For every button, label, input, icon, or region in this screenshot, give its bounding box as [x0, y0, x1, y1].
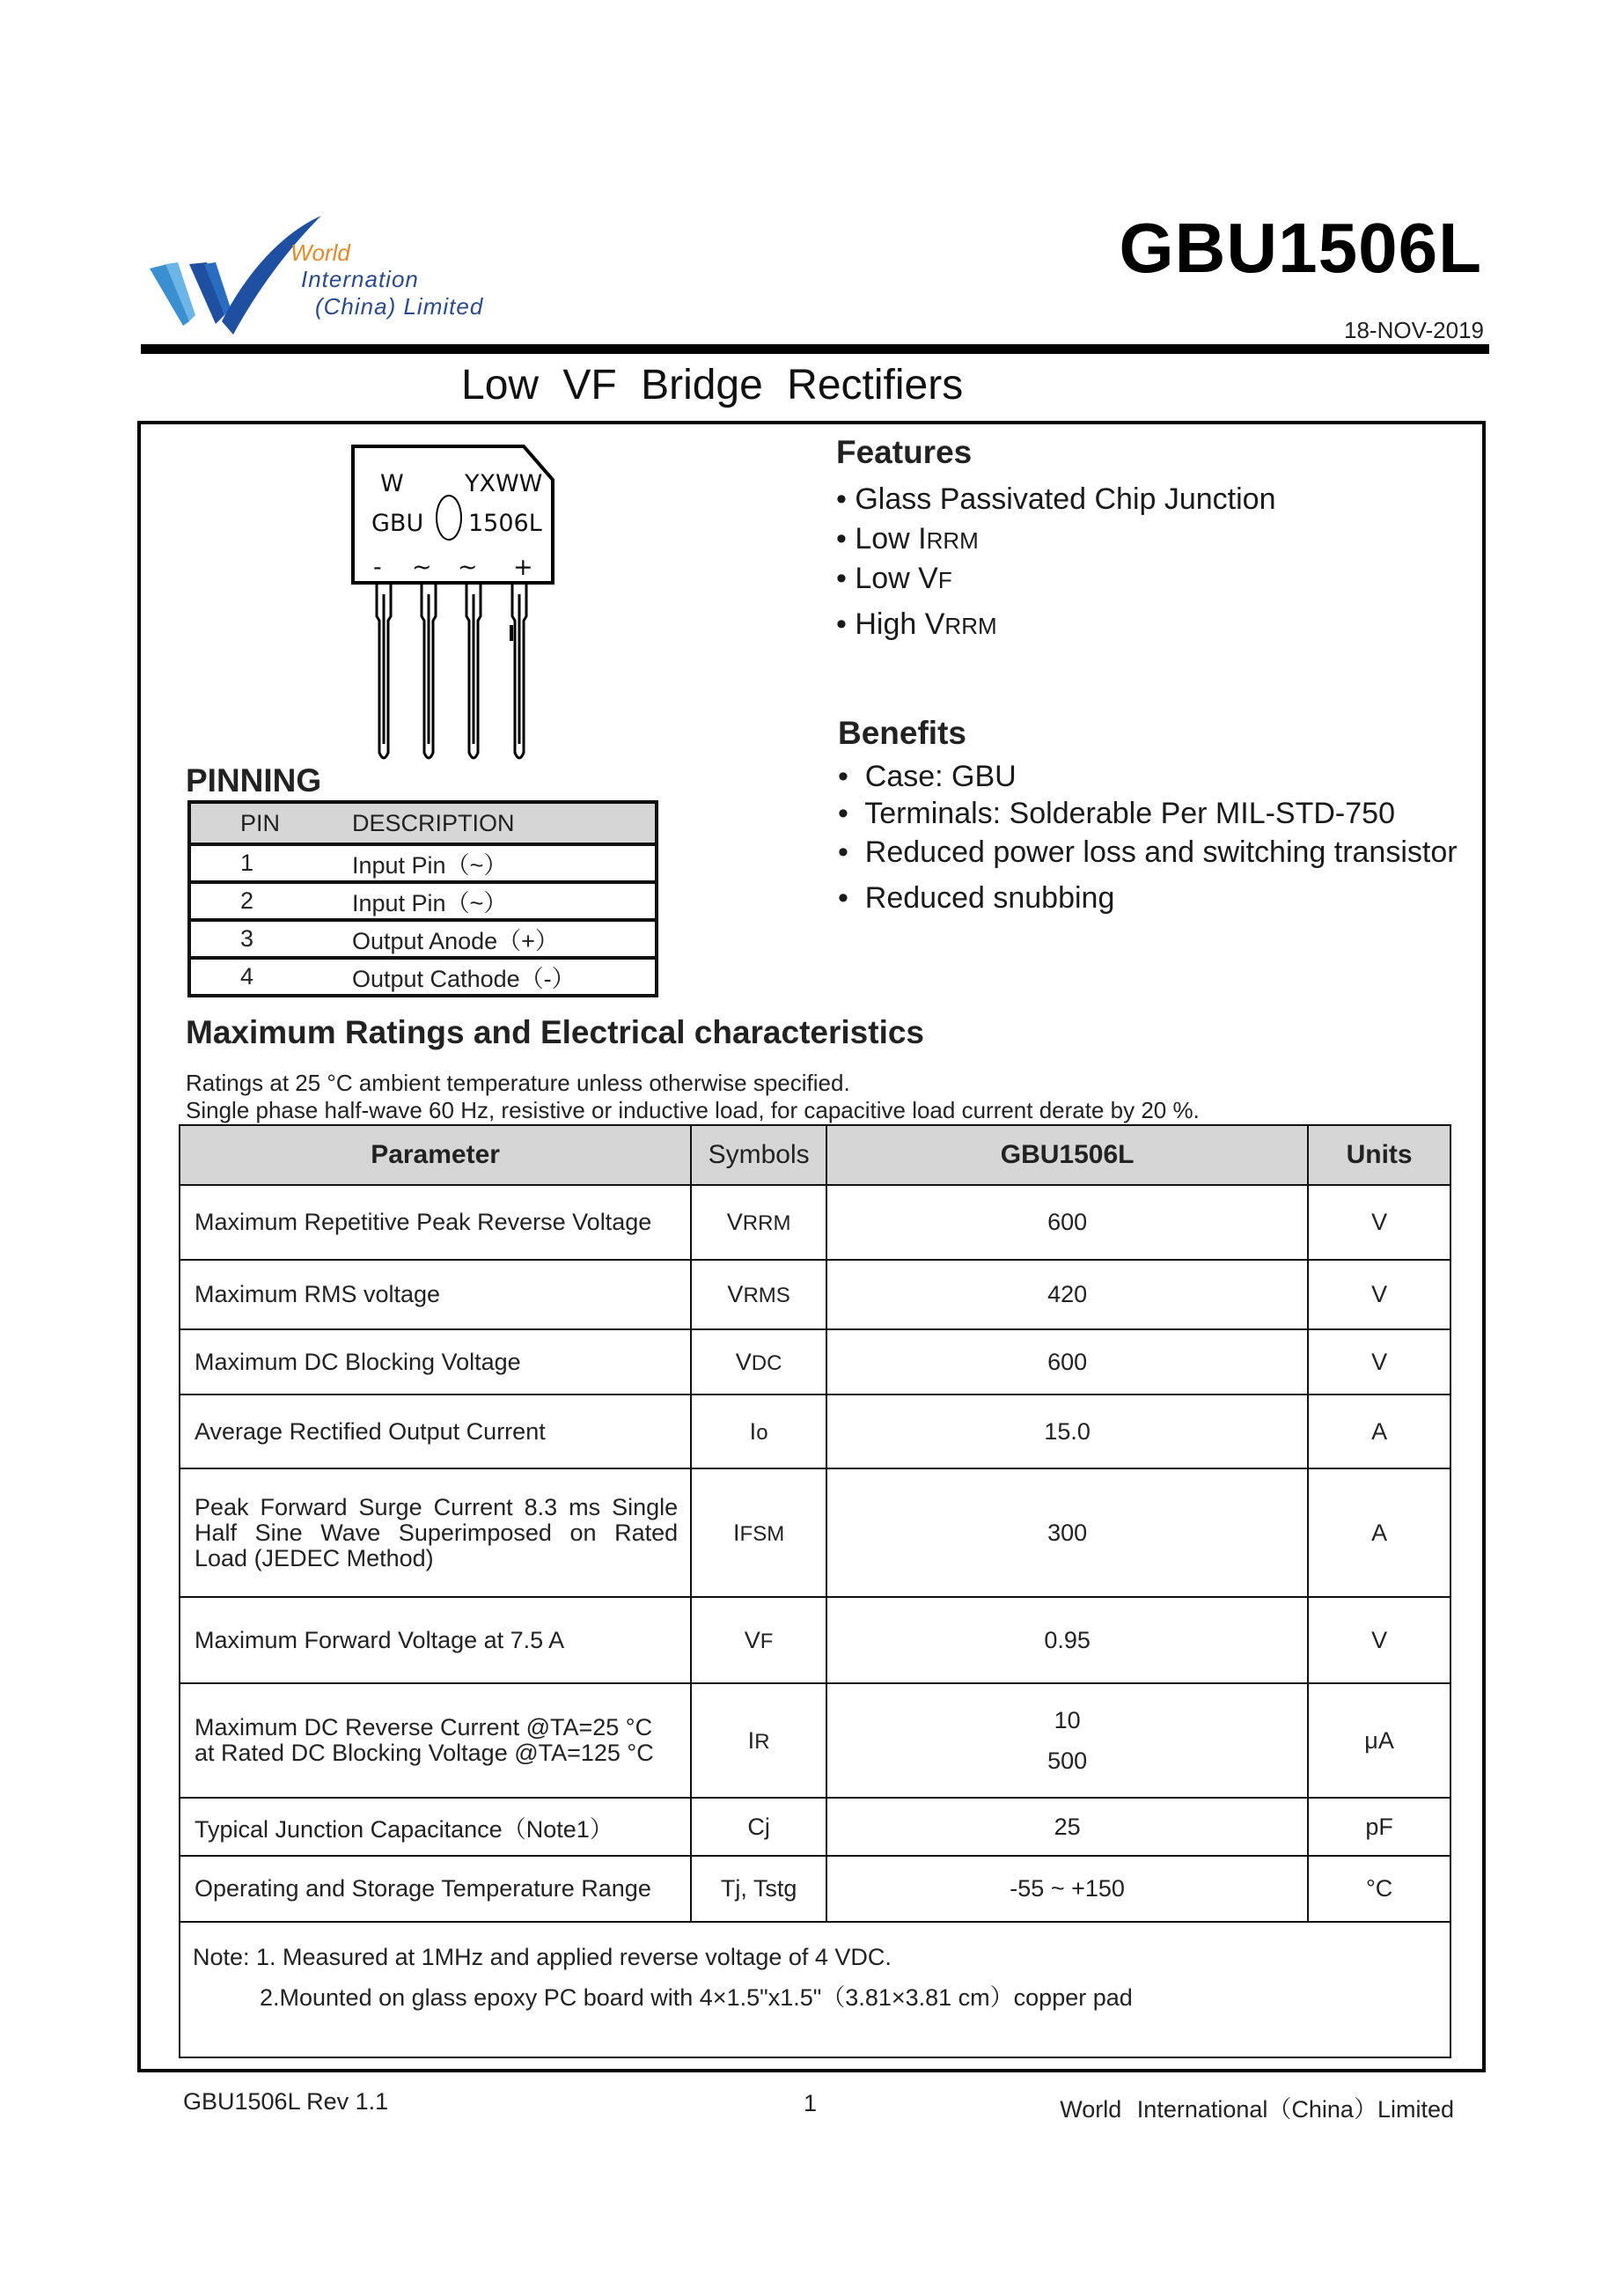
symbols-column-header: Symbols: [691, 1125, 826, 1185]
benefit-item: • Reduced snubbing: [838, 881, 1115, 915]
pin-mark-2: ~: [412, 554, 432, 581]
features-list: [836, 481, 1275, 645]
pinning-heading: PINNING: [186, 762, 322, 798]
note-1: Note: 1. Measured at 1MHz and applied reverse voltage of 4 VDC.: [193, 1944, 892, 1970]
ratings-row: Maximum DC Reverse Current @TA=25 °C at Rated DC Blocking Voltage @TA=125 °C IR 10 500 μA: [180, 1683, 1450, 1798]
feature-item: • Low VF: [836, 562, 952, 595]
package-mark-code: YXWW: [465, 470, 543, 497]
ratings-table: [179, 1124, 1451, 2058]
benefit-item: • Reduced power loss and switching transistor: [838, 835, 1458, 869]
footer-revision: GBU1506L Rev 1.1: [183, 2088, 389, 2115]
feature-item: • High VRRM: [836, 607, 997, 641]
document-subtitle: Low VF Bridge Rectifiers: [461, 362, 964, 408]
pinning-row: 4 Output Cathode（-）: [189, 958, 657, 996]
ratings-row: Operating and Storage Temperature Range Tj, Tstg -55 ~ +150 °C: [180, 1856, 1450, 1922]
ratings-row: Average Rectified Output Current Io 15.0 A: [180, 1395, 1450, 1468]
parameter-column-header: Parameter: [180, 1125, 691, 1185]
pinning-row: 3 Output Anode（+）: [189, 920, 657, 958]
units-column-header: Units: [1308, 1125, 1450, 1185]
benefits-list: [838, 759, 1458, 924]
part-number-title: GBU1506L: [1119, 209, 1482, 287]
ratings-row: Maximum RMS voltage VRMS 420 V: [180, 1260, 1450, 1329]
logo-text-china-limited: (China) Limited: [315, 293, 484, 320]
ratings-row: Maximum Repetitive Peak Reverse Voltage VRRM 600 V: [180, 1185, 1450, 1260]
package-mark-w: W: [380, 470, 404, 497]
footer-page-number: 1: [804, 2090, 818, 2116]
ratings-condition-1: Ratings at 25 °C ambient temperature unless otherwise specified.: [186, 1070, 850, 1096]
logo-text-world: World: [290, 239, 350, 266]
package-mark-part: 1506L: [468, 510, 542, 537]
note-2: 2.Mounted on glass epoxy PC board with 4×1.5"x1.5"（3.81×3.81 cm）copper pad: [260, 1984, 1133, 2011]
ratings-notes-row: [180, 1922, 1450, 2057]
ratings-condition-2: Single phase half-wave 60 Hz, resistive or inductive load, for capacitive load current derate by 20 %.: [186, 1097, 1200, 1123]
description-column-header: DESCRIPTION: [352, 802, 657, 844]
benefits-heading: Benefits: [838, 715, 966, 751]
pin-mark-3: ~: [458, 554, 478, 581]
footer-company: World International（China）Limited: [1060, 2096, 1454, 2123]
package-diagram: [334, 436, 599, 779]
ratings-row: Typical Junction Capacitance（Note1） Cj 25 pF: [180, 1798, 1450, 1856]
ratings-row: Peak Forward Surge Current 8.3 ms Single Half Sine Wave Superimposed on Rated Load (JEDEC Method) IFSM 300 A: [180, 1468, 1450, 1597]
header-divider: [141, 344, 1489, 354]
ratings-row: Maximum DC Blocking Voltage VDC 600 V: [180, 1329, 1450, 1395]
pinning-row: 1 Input Pin（~）: [189, 844, 657, 882]
pinning-table: [187, 800, 658, 997]
feature-item: • Low IRRM: [836, 522, 979, 556]
pin-column-header: PIN: [189, 802, 352, 844]
benefit-item: • Terminals: Solderable Per MIL-STD-750: [838, 797, 1395, 830]
logo-text-internation: Internation: [301, 266, 419, 292]
pin-mark-4: +: [513, 554, 533, 581]
ratings-header-row: [180, 1125, 1450, 1185]
ratings-heading: Maximum Ratings and Electrical characteristics: [186, 1014, 925, 1050]
document-date: 18-NOV-2019: [1344, 317, 1484, 343]
features-heading: Features: [836, 434, 973, 470]
benefit-item: • Case: GBU: [838, 760, 1017, 793]
ratings-row: Maximum Forward Voltage at 7.5 A VF 0.95 V: [180, 1597, 1450, 1683]
value-column-header: GBU1506L: [826, 1125, 1308, 1185]
pinning-header-row: [189, 802, 657, 844]
package-mark-series: GBU: [371, 510, 424, 537]
pinning-row: 2 Input Pin（~）: [189, 882, 657, 920]
pin-mark-1: -: [373, 554, 382, 581]
feature-item: • Glass Passivated Chip Junction: [836, 482, 1276, 516]
